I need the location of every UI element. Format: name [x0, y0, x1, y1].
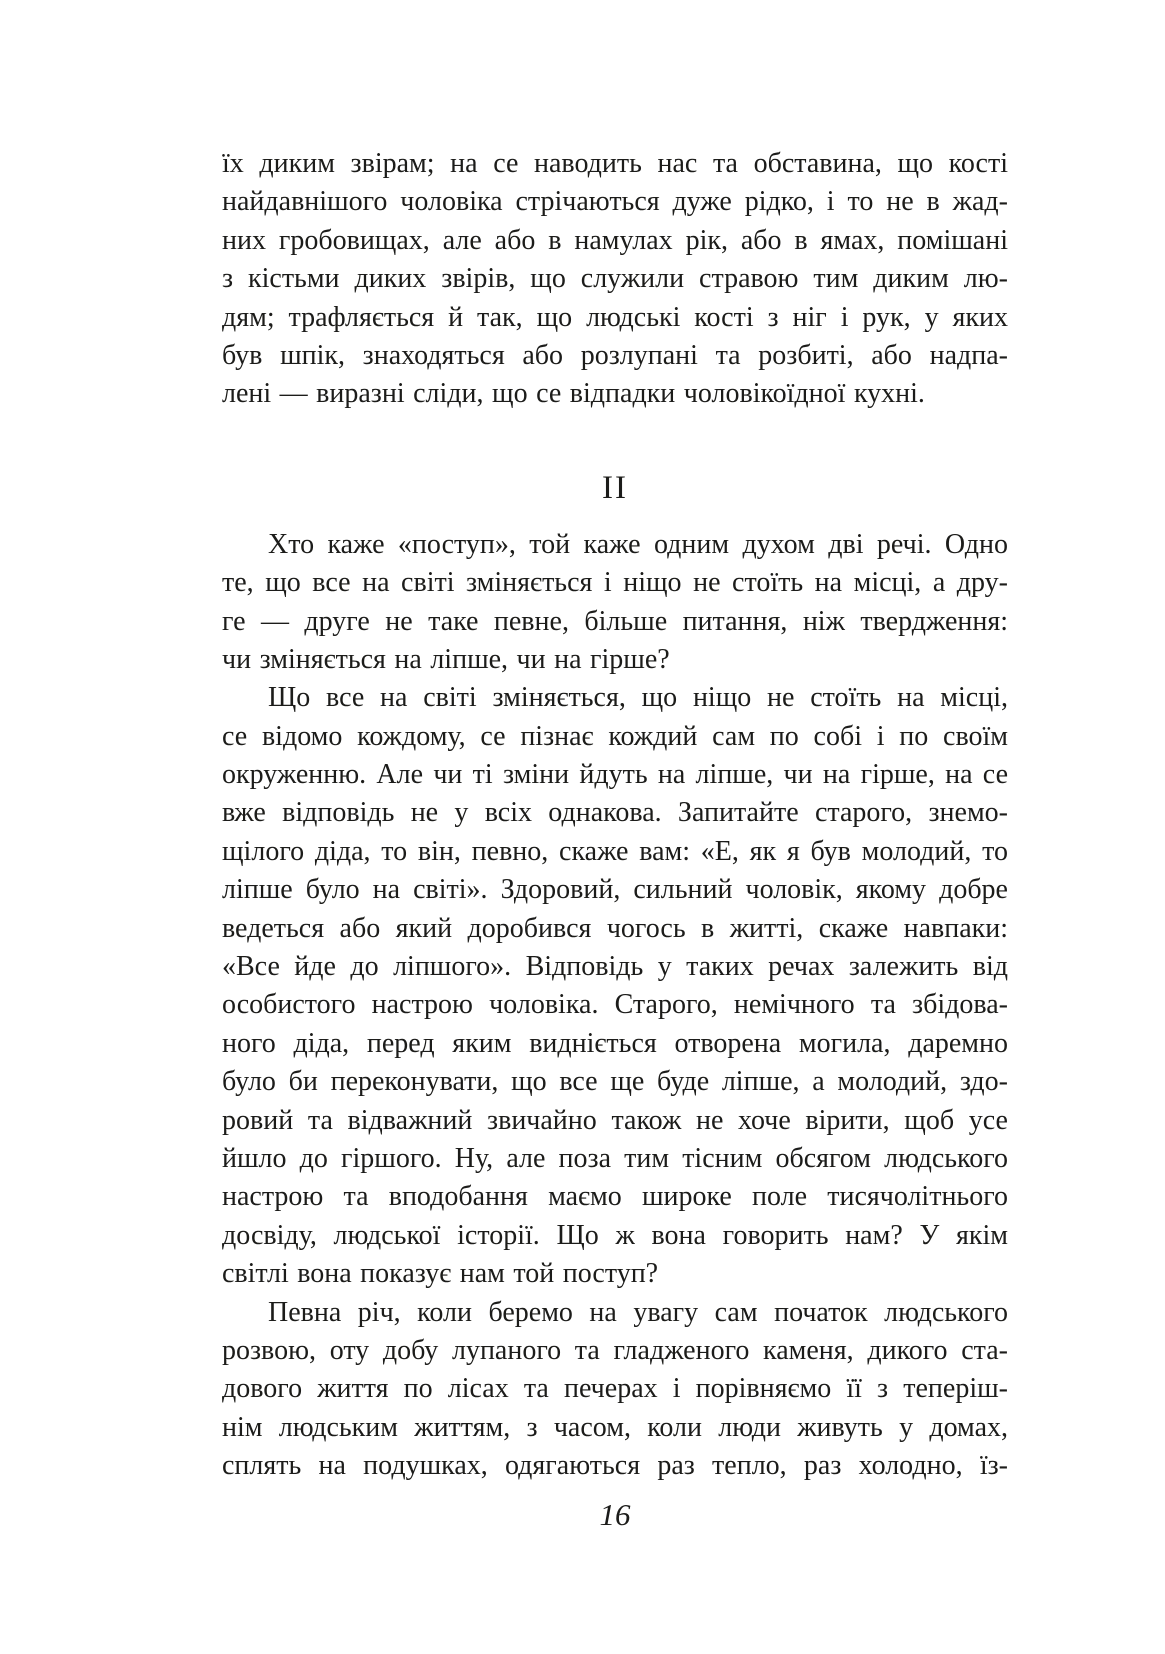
paragraph: [222, 526, 1008, 680]
text-line: світлі вона показує нам той поступ?: [222, 1258, 659, 1290]
paragraph: [222, 145, 1008, 414]
text-line: розвою, оту добу лупаного та гладженого каменя, дикого ста-: [222, 1334, 1008, 1366]
text-line: ліпше було на світі». Здоровий, сильний чоловік, якому добре: [222, 874, 1008, 906]
text-line: їх диким звірам; на се наводить нас та обставина, що кості: [222, 148, 1008, 179]
section-heading: II: [602, 469, 628, 506]
text-block: [222, 145, 1008, 1486]
paragraph: [222, 679, 1008, 1293]
text-line: ге — друге не таке певне, більше питання, ніж твердження:: [222, 605, 1008, 637]
text-line: Певна річ, коли беремо на увагу сам початок людського: [268, 1296, 1008, 1328]
text-line: щілого діда, то він, певно, скаже вам: «Е, як я був молодий, то: [222, 835, 1008, 867]
text-line: дям; трафляється й так, що людські кості з ніг і рук, у яких: [222, 301, 1008, 333]
text-line: те, що все на світі зміняється і ніщо не стоїть на місці, а дру-: [222, 567, 1008, 599]
page-number: 16: [599, 1497, 631, 1532]
text-line: ведеться або який доробився чогось в житті, скаже навпаки:: [222, 912, 1008, 944]
text-line: йшло до гіршого. Ну, але поза тим тісним обсягом людського: [222, 1142, 1008, 1174]
text-line: сплять на подушках, одягаються раз тепло, раз холодно, їз-: [222, 1450, 1008, 1482]
paragraph: [222, 1294, 1008, 1486]
text-line: се відомо кождому, се пізнає кождий сам по собі і по своїм: [222, 720, 1008, 752]
text-line: них гробовищах, але або в намулах рік, або в ямах, помішані: [222, 224, 1008, 256]
text-line: особистого настрою чоловіка. Старого, немічного та збідова-: [222, 989, 1008, 1021]
text-line: був шпік, знаходяться або розлупані та розбиті, або надпа-: [222, 339, 1008, 371]
text-line: ровий та відважний звичайно також не хоче вірити, щоб усе: [222, 1104, 1008, 1136]
text-line: «Все йде до ліпшого». Відповідь у таких речах залежить від: [222, 951, 1008, 983]
text-line: настрою та вподобання маємо широке поле тисячолітнього: [222, 1181, 1008, 1213]
text-line: з кістьми диких звірів, що служили стравою тим диким лю-: [222, 263, 1008, 295]
text-line: ного діда, перед яким видніється отворена могила, даремно: [222, 1027, 1008, 1059]
text-line: Хто каже «поступ», той каже одним духом дві речі. Одно: [268, 528, 1008, 560]
text-line: було би переконувати, що все ще буде ліпше, а молодий, здо-: [222, 1066, 1008, 1098]
text-line: Що все на світі зміняється, що ніщо не стоїть на місці,: [268, 682, 1008, 714]
text-line: окруженню. Але чи ті зміни йдуть на ліпше, чи на гірше, на се: [222, 759, 1008, 791]
text-line: лені — виразні сліди, що се відпадки чоловікоїдної кухні.: [222, 378, 925, 410]
text-line: дового життя по лісах та печерах і порівняємо її з теперіш-: [222, 1373, 1008, 1405]
text-line: нім людським життям, з часом, коли люди живуть у домах,: [222, 1411, 1008, 1443]
text-line: найдавнішого чоловіка стрічаються дуже рідко, і то не в жад-: [222, 186, 1008, 218]
text-line: вже відповідь не у всіх однакова. Запитайте старого, знемо-: [222, 797, 1008, 829]
text-line: чи зміняється на ліпше, чи на гірше?: [222, 643, 670, 675]
text-line: досвіду, людської історії. Що ж вона говорить нам? У якім: [222, 1219, 1008, 1251]
